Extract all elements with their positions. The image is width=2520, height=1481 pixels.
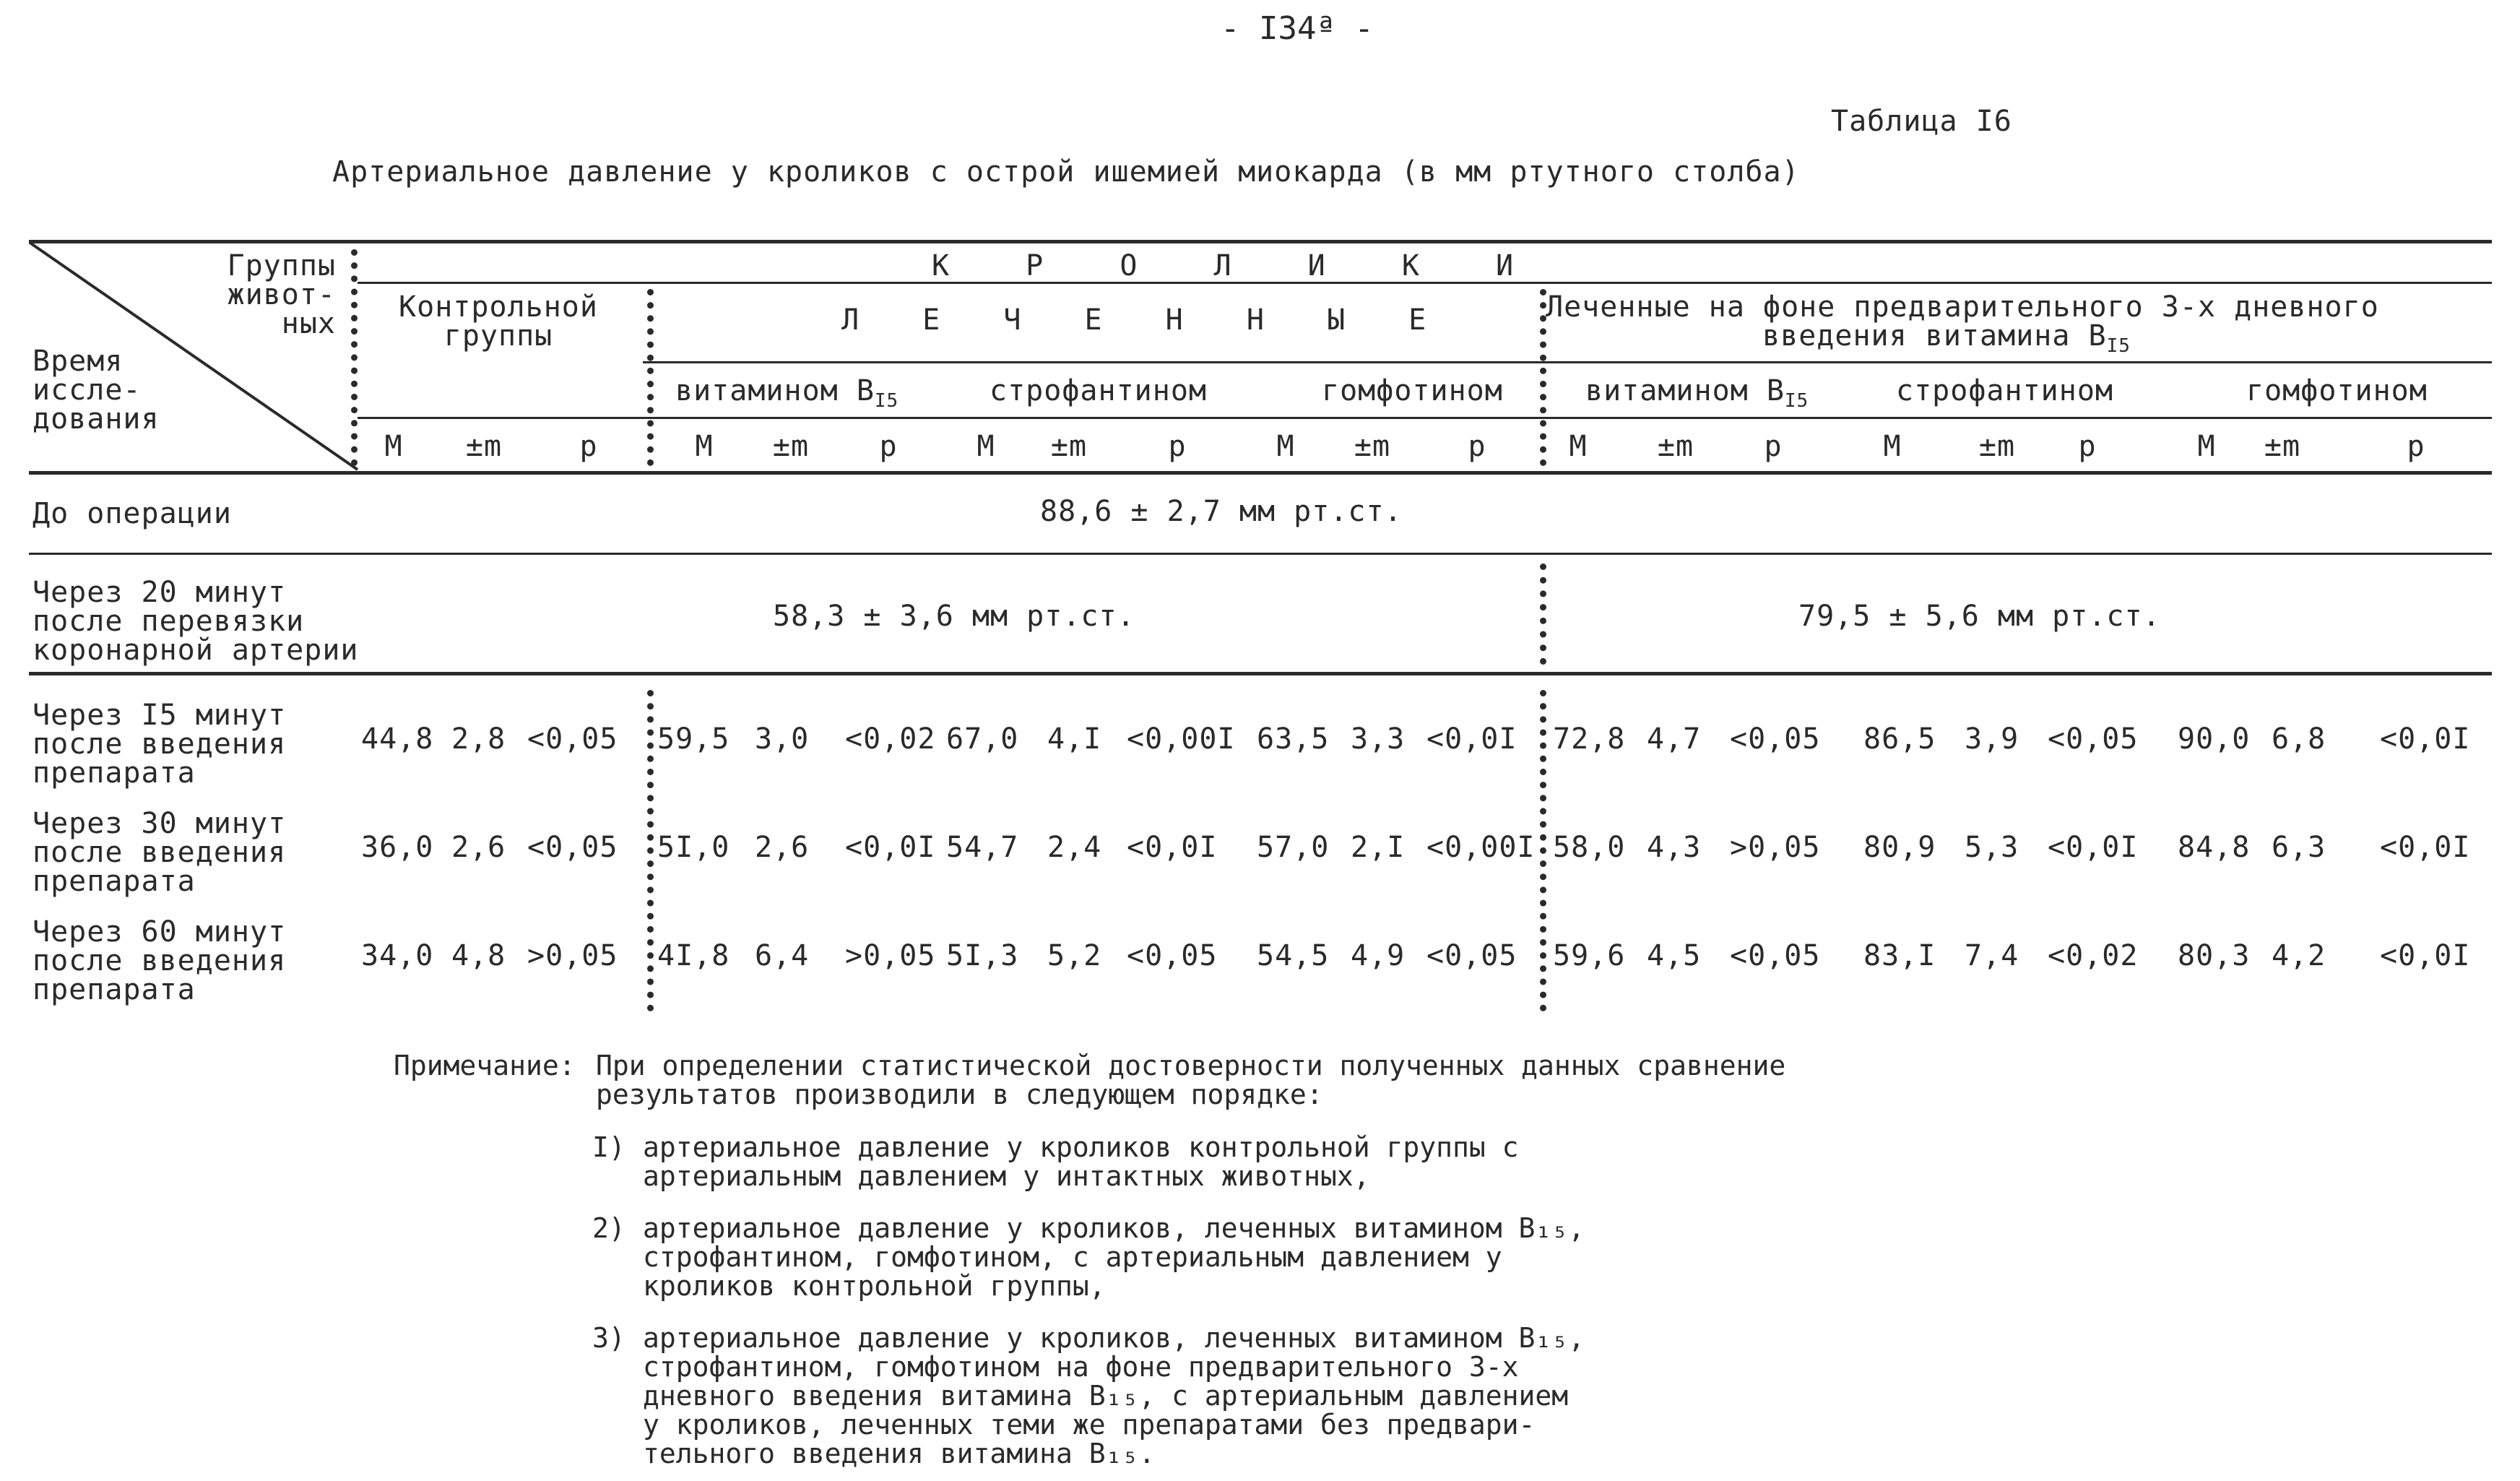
table-label: Таблица I6 bbox=[1831, 105, 2012, 138]
stat-p: p bbox=[579, 430, 598, 463]
table-cell: <0,0I bbox=[2048, 831, 2139, 864]
table-cell: >0,05 bbox=[527, 939, 618, 972]
stat-pm: ±m bbox=[465, 430, 503, 463]
stat-m: М bbox=[2197, 430, 2216, 463]
table-cell: <0,02 bbox=[845, 722, 936, 756]
table-cell: 5I,3 bbox=[946, 939, 1019, 972]
after-ligation-value-untreated: 58,3 ± 3,6 мм рт.ст. bbox=[773, 600, 1135, 633]
table-cell: 34,0 bbox=[361, 939, 434, 972]
table-cell: <0,02 bbox=[2048, 939, 2139, 972]
header-separator-control bbox=[647, 289, 654, 466]
table-cell: 3,3 bbox=[1351, 722, 1406, 756]
stat-p: p bbox=[879, 430, 898, 463]
header-separator-corner bbox=[351, 249, 358, 466]
table-cell: 86,5 bbox=[1863, 722, 1936, 756]
table-cell: 57,0 bbox=[1257, 831, 1330, 864]
stat-p: p bbox=[1468, 430, 1486, 463]
stat-m: М bbox=[977, 430, 995, 463]
table-cell: <0,0I bbox=[2380, 722, 2471, 756]
group-gomphotin: гомфотином bbox=[1322, 374, 1503, 407]
note-item-number: 3) bbox=[592, 1322, 625, 1354]
stat-m: М bbox=[1883, 430, 1902, 463]
group-vitamin: витамином $B_{I5}$ bbox=[675, 374, 899, 412]
ligation-separator bbox=[1540, 564, 1546, 665]
table-caption: Артериальное давление у кроликов с острой ишемией миокарда (в мм ртутного столба) bbox=[332, 155, 1800, 189]
table-cell: 67,0 bbox=[946, 722, 1019, 756]
stat-pm: ±m bbox=[1354, 430, 1391, 463]
table-cell: 3,0 bbox=[755, 722, 810, 756]
body-separator-control bbox=[647, 690, 654, 1011]
table-cell: 36,0 bbox=[361, 831, 434, 864]
stat-p: p bbox=[2078, 430, 2097, 463]
header-rule-2 bbox=[643, 361, 2492, 363]
header-pretreated: Леченные на фоне предварительного 3-х дневного введения витамина $B_{I5}$ bbox=[1546, 290, 2379, 357]
table-cell: 4,8 bbox=[451, 939, 506, 972]
table-cell: <0,05 bbox=[1127, 939, 1218, 972]
note-item-1: артериальное давление у кроликов контрольной группы с артериальным давлением у интактных животных, bbox=[643, 1131, 1519, 1192]
row-rule-1 bbox=[29, 553, 2492, 555]
stat-pm: ±m bbox=[1657, 430, 1694, 463]
header-bottom-rule bbox=[29, 471, 2492, 475]
body-separator-pretreated bbox=[1540, 690, 1546, 1011]
table-cell: <0,00I bbox=[1426, 831, 1536, 864]
table-cell: 58,0 bbox=[1553, 831, 1626, 864]
table-cell: 2,6 bbox=[451, 831, 506, 864]
row-label-before-op: До операции bbox=[33, 497, 232, 530]
header-rule-3 bbox=[358, 417, 2492, 419]
table-cell: <0,0I bbox=[2380, 831, 2471, 864]
table-cell: 2,I bbox=[1351, 831, 1406, 864]
table-cell: 63,5 bbox=[1257, 722, 1330, 756]
row-label-60min: Через 60 минут после введения препарата bbox=[33, 915, 287, 1006]
table-cell: <0,05 bbox=[1730, 939, 1821, 972]
table-cell: 5,3 bbox=[1965, 831, 2019, 864]
header-rabbits: К Р О Л И К И bbox=[932, 249, 1515, 282]
table-cell: 90,0 bbox=[2178, 722, 2251, 756]
table-cell: <0,05 bbox=[2048, 722, 2139, 756]
table-cell: <0,05 bbox=[527, 831, 618, 864]
note-item-number: I) bbox=[592, 1131, 625, 1163]
stat-pm: ±m bbox=[1050, 430, 1088, 463]
stat-m: М bbox=[695, 430, 714, 463]
table-cell: <0,05 bbox=[527, 722, 618, 756]
row-label-30min: Через 30 минут после введения препарата bbox=[33, 807, 287, 898]
row-label-15min: Через I5 минут после введения препарата bbox=[33, 699, 287, 790]
stat-p: p bbox=[1168, 430, 1187, 463]
stat-m: М bbox=[1276, 430, 1295, 463]
table-cell: <0,0I bbox=[845, 831, 936, 864]
table-cell: 4,9 bbox=[1351, 939, 1406, 972]
table-cell: 5,2 bbox=[1047, 939, 1102, 972]
table-cell: 72,8 bbox=[1553, 722, 1626, 756]
table-cell: <0,05 bbox=[1426, 939, 1517, 972]
row-label-group: Группы живот- ных bbox=[227, 249, 336, 340]
table-cell: 4,3 bbox=[1647, 831, 1702, 864]
header-treated: Л Е Ч Е Н Н Ы Е bbox=[841, 303, 1427, 337]
table-cell: <0,00I bbox=[1127, 722, 1236, 756]
table-cell: 4,7 bbox=[1647, 722, 1702, 756]
table-cell: >0,05 bbox=[1730, 831, 1821, 864]
group-strophanthin: строфантином bbox=[990, 374, 1207, 407]
note-title: Примечание: bbox=[394, 1050, 576, 1081]
table-cell: 4,5 bbox=[1647, 939, 1702, 972]
table-cell: <0,05 bbox=[1730, 722, 1821, 756]
table-top-rule bbox=[29, 240, 2492, 243]
group-strophanthin-pretreated: строфантином bbox=[1896, 374, 2113, 407]
stat-p: p bbox=[2407, 430, 2425, 463]
table-cell: 7,4 bbox=[1965, 939, 2019, 972]
table-cell: 4I,8 bbox=[657, 939, 730, 972]
col-label-time: Время иссле- дования bbox=[33, 345, 160, 436]
table-cell: 80,9 bbox=[1863, 831, 1936, 864]
table-cell: 6,4 bbox=[755, 939, 810, 972]
table-cell: 54,5 bbox=[1257, 939, 1330, 972]
table-cell: 59,5 bbox=[657, 722, 730, 756]
before-op-value: 88,6 ± 2,7 мм рт.ст. bbox=[1040, 495, 1403, 528]
stat-pm: ±m bbox=[772, 430, 810, 463]
stat-m: М bbox=[1569, 430, 1588, 463]
table-cell: 4,I bbox=[1047, 722, 1102, 756]
table-cell: 59,6 bbox=[1553, 939, 1626, 972]
table-cell: 2,8 bbox=[451, 722, 506, 756]
note-item-3: артериальное давление у кроликов, леченных витамином B₁₅, строфантином, гомфотином на фоне предварительного 3-х дневного введения витамина B₁₅, с артериальным давлением у кроликов, леченных теми же препаратами без предвари- тельного введения витамина B₁₅. bbox=[643, 1322, 1585, 1469]
page-number: - I34ª - bbox=[1221, 10, 1374, 47]
note-item-number: 2) bbox=[592, 1212, 625, 1244]
group-vitamin-pretreated: витамином $B_{I5}$ bbox=[1585, 374, 1809, 412]
note-item-2: артериальное давление у кроликов, леченных витамином B₁₅, строфантином, гомфотином, с артериальным давлением у кроликов контрольной группы, bbox=[643, 1212, 1585, 1302]
table-cell: >0,05 bbox=[845, 939, 936, 972]
table-cell: 6,3 bbox=[2272, 831, 2326, 864]
table-cell: 83,I bbox=[1863, 939, 1936, 972]
stat-pm: ±m bbox=[2264, 430, 2301, 463]
group-gomphotin-pretreated: гомфотином bbox=[2246, 374, 2428, 407]
row-label-after-ligation: Через 20 минут после перевязки коронарной артерии bbox=[33, 576, 359, 667]
table-cell: 80,3 bbox=[2178, 939, 2251, 972]
table-cell: 6,8 bbox=[2272, 722, 2326, 756]
stat-p: p bbox=[1764, 430, 1783, 463]
table-cell: 84,8 bbox=[2178, 831, 2251, 864]
table-cell: <0,0I bbox=[1127, 831, 1218, 864]
table-cell: 2,6 bbox=[755, 831, 810, 864]
table-cell: <0,0I bbox=[1426, 722, 1517, 756]
table-cell: <0,0I bbox=[2380, 939, 2471, 972]
stat-m: М bbox=[384, 430, 403, 463]
row-rule-2 bbox=[29, 672, 2492, 675]
note-intro: При определении статистической достоверности полученных данных сравнение результатов производили в следующем порядке: bbox=[596, 1050, 1786, 1110]
table-cell: 4,2 bbox=[2272, 939, 2326, 972]
stat-pm: ±m bbox=[1978, 430, 2016, 463]
table-cell: 5I,0 bbox=[657, 831, 730, 864]
table-cell: 44,8 bbox=[361, 722, 434, 756]
after-ligation-value-pretreated: 79,5 ± 5,6 мм рт.ст. bbox=[1798, 600, 2161, 633]
header-control-group: Контрольной группы bbox=[399, 290, 598, 353]
table-cell: 2,4 bbox=[1047, 831, 1102, 864]
table-cell: 3,9 bbox=[1965, 722, 2019, 756]
table-cell: 54,7 bbox=[946, 831, 1019, 864]
